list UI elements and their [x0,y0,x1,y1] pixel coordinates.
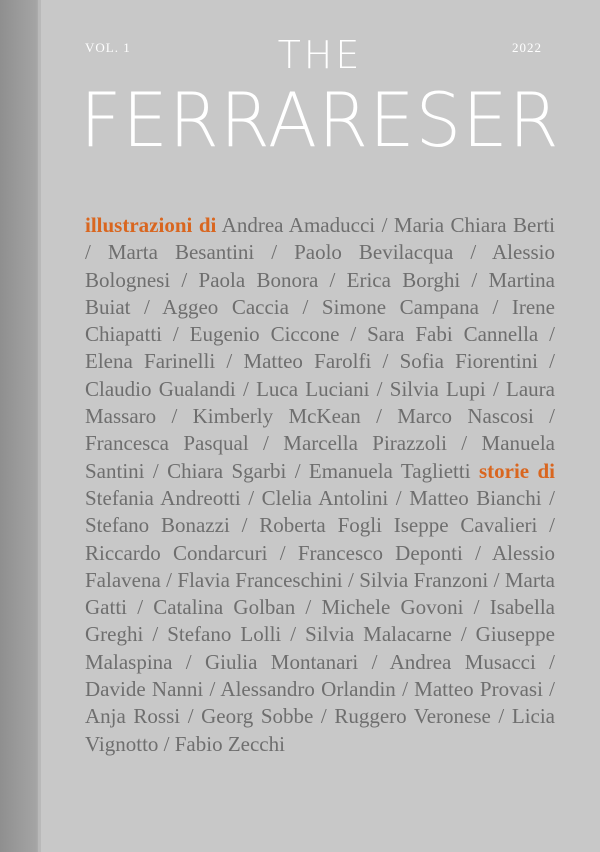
illustrators-label: illustrazioni di [85,213,217,237]
authors-list: Stefania Andreotti / Clelia Antolini / Matteo Bianchi / Stefano Bonazzi / Roberta Fogli Iseppe Cavalieri / Riccardo Condarcuri / Francesco Deponti / Alessio Falavena / Flavia Franceschini / Silvia Franzoni / Marta Gatti / Catalina Golban / Michele Govoni / Isabella Greghi / Stefano Lolli / Silvia Malacarne / Giuseppe Malaspina / Giulia Montanari / Andrea Musacci / Davide Nanni / Alessandro Orlandin / Matteo Provasi / Anja Rossi / Georg Sobbe / Ruggero Veronese / Licia Vignotto / Fabio Zecchi [85,485,555,756]
authors-label: storie di [478,458,556,483]
credits-block [85,212,555,758]
masthead-title: FERRARESER [80,76,560,164]
volume-label: VOL. 1 [85,40,131,55]
title-the: THE [277,33,363,77]
book-spine [0,0,40,852]
illustrators-list: Andrea Amaducci / Maria Chiara Berti / Marta Besantini / Paolo Bevilacqua / Alessio Bolognesi / Paola Bonora / Erica Borghi / Martina Buiat / Aggeo Caccia / Simone Campana / Irene Chiapatti / Eugenio Ciccone / Sara Fabi Cannella / Elena Farinelli / Matteo Farolfi / Sofia Fiorentini / Claudio Gualandi / Luca Luciani / Silvia Lupi / Laura Massaro / Kimberly McKean / Marco Nascosi / Francesca Pasqual / Marcella Pirazzoli / Manuela Santini / Chiara Sgarbi / Emanuela Taglietti [85,213,555,483]
spine-edge [38,0,41,852]
year-label: 2022 [512,40,542,55]
